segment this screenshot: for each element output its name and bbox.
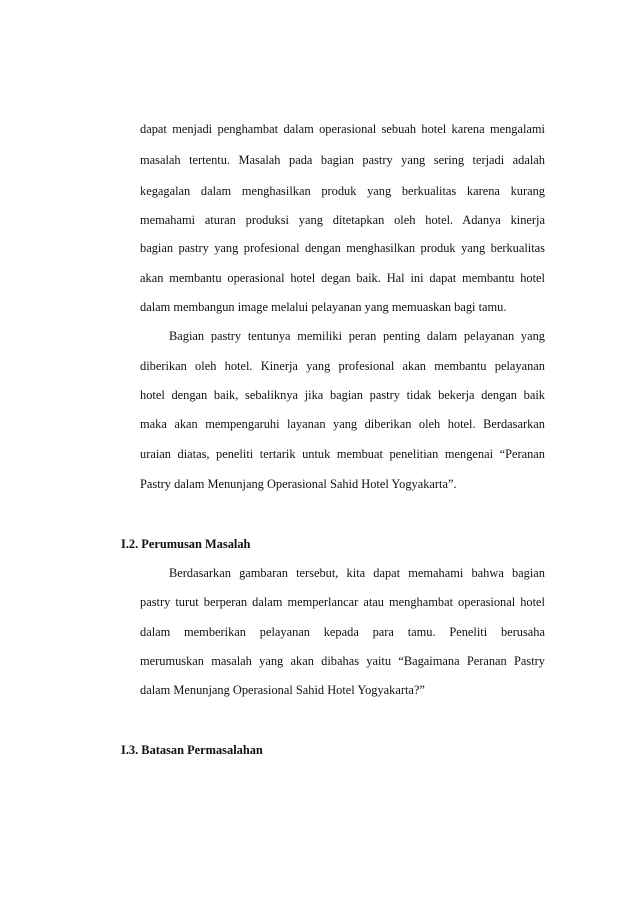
paragraph-line: akan membantu operasional hotel degan baik. Hal ini dapat membantu hotel (140, 271, 545, 285)
paragraph-line: dalam Menunjang Operasional Sahid Hotel Yogyakarta?” (140, 683, 425, 697)
paragraph-line: dalam memberikan pelayanan kepada para tamu. Peneliti berusaha (140, 625, 545, 639)
paragraph-line: bagian pastry yang profesional dengan menghasilkan produk yang berkualitas (140, 241, 545, 255)
paragraph-line: masalah tertentu. Masalah pada bagian pastry yang sering terjadi adalah (140, 153, 545, 167)
paragraph-line: Pastry dalam Menunjang Operasional Sahid Hotel Yogyakarta”. (140, 477, 457, 491)
paragraph-line: hotel dengan baik, sebaliknya jika bagian pastry tidak bekerja dengan baik (140, 388, 545, 402)
paragraph-line: Berdasarkan gambaran tersebut, kita dapat memahami bahwa bagian (169, 566, 545, 580)
section-heading-batasan-permasalahan: I.3. Batasan Permasalahan (121, 743, 263, 757)
paragraph-line: diberikan oleh hotel. Kinerja yang profesional akan membantu pelayanan (140, 359, 545, 373)
paragraph-line: uraian diatas, peneliti tertarik untuk membuat penelitian mengenai “Peranan (140, 447, 545, 461)
paragraph-line: pastry turut berperan dalam memperlancar atau menghambat operasional hotel (140, 595, 545, 609)
paragraph-line: dapat menjadi penghambat dalam operasional sebuah hotel karena mengalami (140, 122, 545, 136)
paragraph-line: dalam membangun image melalui pelayanan yang memuaskan bagi tamu. (140, 300, 507, 314)
section-heading-perumusan-masalah: I.2. Perumusan Masalah (121, 537, 251, 551)
paragraph-line: maka akan mempengaruhi layanan yang diberikan oleh hotel. Berdasarkan (140, 417, 545, 431)
paragraph-line: kegagalan dalam menghasilkan produk yang berkualitas karena kurang (140, 184, 545, 198)
paragraph-line: memahami aturan produksi yang ditetapkan oleh hotel. Adanya kinerja (140, 213, 545, 227)
paragraph-line: Bagian pastry tentunya memiliki peran penting dalam pelayanan yang (169, 329, 545, 343)
paragraph-line: merumuskan masalah yang akan dibahas yaitu “Bagaimana Peranan Pastry (140, 654, 545, 668)
